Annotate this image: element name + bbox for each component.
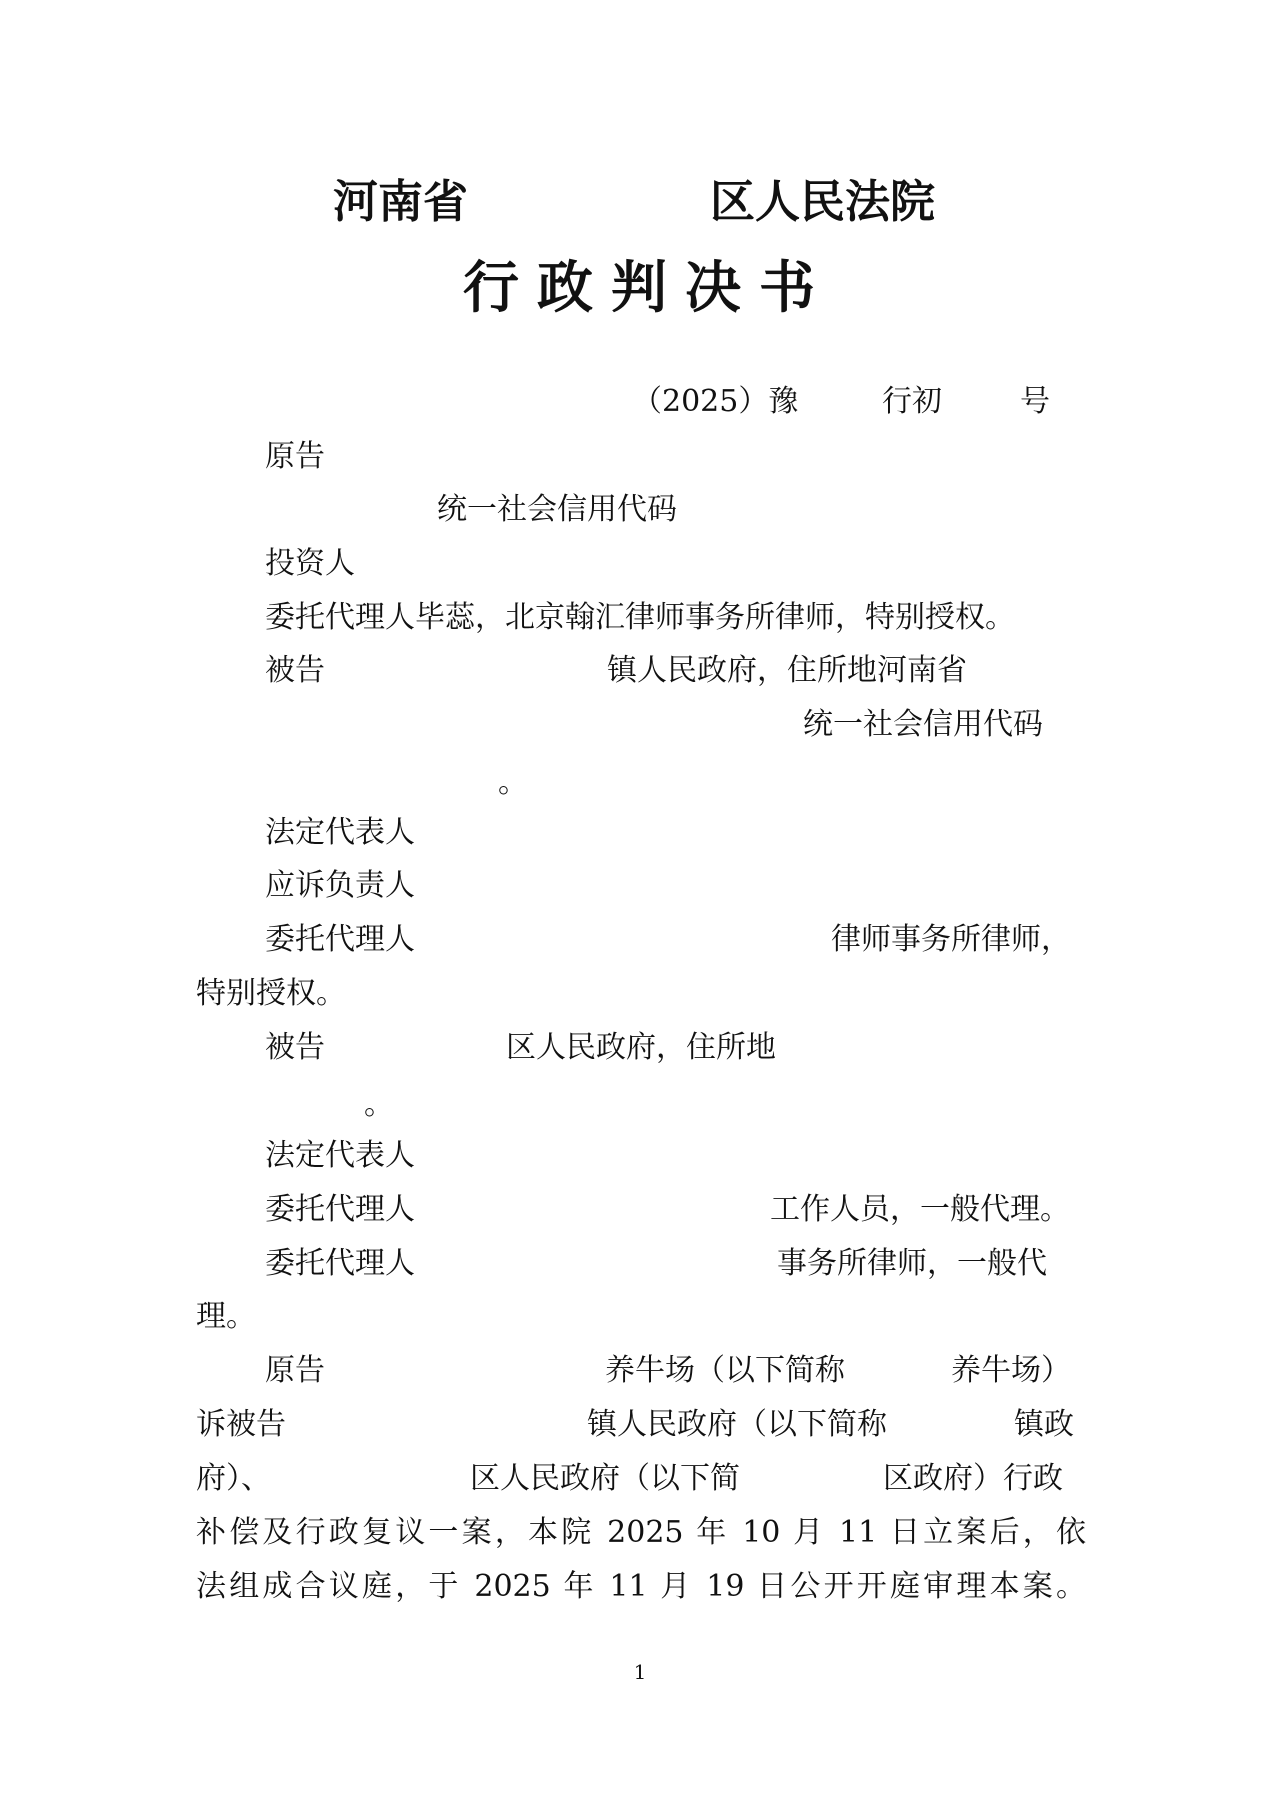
defendant2-agent2-tail: 理。 xyxy=(196,1299,256,1334)
plaintiff-investor-label: 投资人 xyxy=(265,546,355,581)
defendant1-agent-label: 委托代理人 xyxy=(265,922,415,957)
defendant2-agent1-role: 工作人员，一般代理。 xyxy=(770,1192,1070,1227)
defendant1-legal-rep-label: 法定代表人 xyxy=(265,815,415,850)
defendant1-agent-firm: 律师事务所律师， xyxy=(831,922,1071,957)
body-line2-a: 诉被告 xyxy=(196,1407,286,1442)
defendant1-responsible-label: 应诉负责人 xyxy=(265,868,415,903)
court-province: 河南省 xyxy=(333,175,469,228)
defendant2-period: 。 xyxy=(364,1087,394,1122)
page-number: 1 xyxy=(633,1660,647,1684)
case-number-year: （2025）豫 xyxy=(632,384,799,419)
body-line1-label: 原告 xyxy=(265,1353,325,1388)
defendant2-agent2-label: 委托代理人 xyxy=(265,1246,415,1281)
court-suffix: 区人民法院 xyxy=(710,175,936,228)
defendant2-agent2-firm: 事务所律师，一般代 xyxy=(777,1246,1047,1281)
case-number xyxy=(0,382,1280,422)
defendant2-name: 区人民政府，住所地 xyxy=(506,1030,776,1065)
body-line1-b: 养牛场） xyxy=(951,1353,1071,1388)
body-line3-c: 区政府）行政 xyxy=(883,1461,1063,1496)
document-title: 行政判决书 xyxy=(463,255,833,321)
defendant1-agent-authority: 特别授权。 xyxy=(196,976,346,1011)
defendant1-name: 镇人民政府，住所地河南省 xyxy=(607,653,967,688)
body-line1-a: 养牛场（以下简称 xyxy=(605,1353,845,1388)
case-number-suffix: 号 xyxy=(1020,384,1050,419)
defendant1-label: 被告 xyxy=(265,653,325,688)
defendant2-label: 被告 xyxy=(265,1030,325,1065)
defendant1-period: 。 xyxy=(498,765,528,800)
defendant2-legal-rep-label: 法定代表人 xyxy=(265,1138,415,1173)
plaintiff-label: 原告 xyxy=(265,439,325,474)
defendant2-agent1-label: 委托代理人 xyxy=(265,1192,415,1227)
body-line3-a: 府）、 xyxy=(196,1461,271,1496)
body-line5: 法组成合议庭，于 2025 年 11 月 19 日公开开庭审理本案。 xyxy=(196,1569,1086,1604)
plaintiff-agent: 委托代理人毕蕊，北京翰汇律师事务所律师，特别授权。 xyxy=(265,600,1015,635)
body-line2-b: 镇人民政府（以下简称 xyxy=(587,1407,887,1442)
defendant1-credit-code-label: 统一社会信用代码 xyxy=(803,707,1043,742)
body-line4: 补偿及行政复议一案，本院 2025 年 10 月 11 日立案后，依 xyxy=(196,1515,1086,1550)
case-number-type: 行初 xyxy=(882,384,942,419)
body-line2-c: 镇政 xyxy=(1014,1407,1074,1442)
body-line3-b: 区人民政府（以下简 xyxy=(470,1461,740,1496)
plaintiff-credit-code-label: 统一社会信用代码 xyxy=(437,492,677,527)
